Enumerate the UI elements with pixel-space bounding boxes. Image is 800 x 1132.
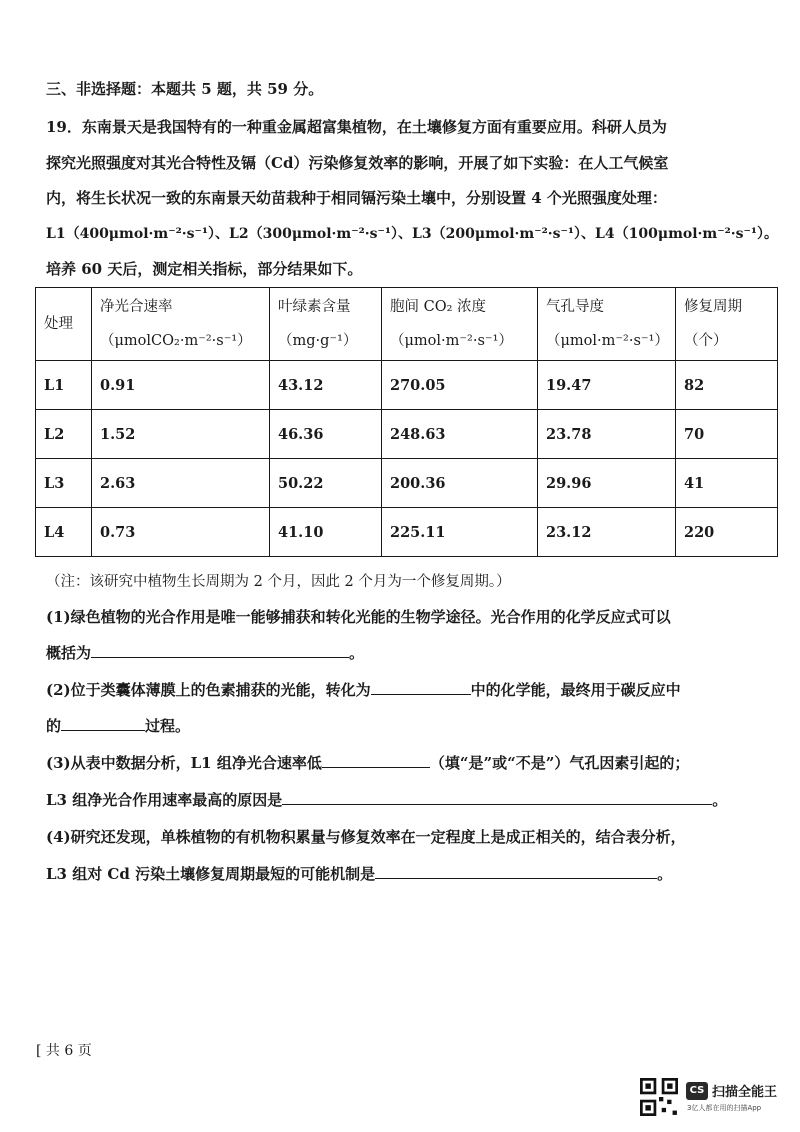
question-intro-line-2: 探究光照强度对其光合特性及镉（Cd）污染修复效率的影响，开展了如下实验：在人工气候室 <box>46 154 669 172</box>
question-intro-line-5: 培养 60 天后，测定相关指标，部分结果如下。 <box>46 260 363 278</box>
table-header-cell: 胞间 CO₂ 浓度 （μmol·m⁻²·s⁻¹） <box>382 288 538 361</box>
sub-question-4-line-1: (4)研究还发现，单株植物的有机物积累量与修复效率在一定程度上是成正相关的，结合表分析， <box>46 828 686 846</box>
sub-question-1-line-2: 概括为 。 <box>46 644 365 662</box>
table-cell: L4 <box>36 508 92 557</box>
table-cell: 220 <box>676 508 778 557</box>
table-cell: 19.47 <box>538 361 676 410</box>
table-cell: L1 <box>36 361 92 410</box>
table-header-cell: 叶绿素含量 （mg·g⁻¹） <box>270 288 382 361</box>
table-cell: 29.96 <box>538 459 676 508</box>
table-row <box>36 410 778 459</box>
table-cell: 43.12 <box>270 361 382 410</box>
table-header-cell: 修复周期 （个） <box>676 288 778 361</box>
table-cell: 200.36 <box>382 459 538 508</box>
brand-name: 扫描全能王 <box>712 1085 778 1100</box>
question-intro-line-4: L1（400μmol·m⁻²·s⁻¹）、L2（300μmol·m⁻²·s⁻¹）、L3（200μmol·m⁻²·s⁻¹）、L4（100μmol·m⁻²·s⁻¹）。 <box>46 226 779 242</box>
answer-blank[interactable] <box>322 753 430 768</box>
sub-question-3-line-1: (3)从表中数据分析，L1 组净光合速率低 （填“是”或“不是”）气孔因素引起的； <box>46 754 690 772</box>
sub-question-3-line-2: L3 组净光合作用速率最高的原因是 。 <box>46 791 728 809</box>
table-header-row <box>36 288 778 361</box>
table-cell: 270.05 <box>382 361 538 410</box>
table-cell: 82 <box>676 361 778 410</box>
table-cell: 0.91 <box>92 361 270 410</box>
table-header-cell: 净光合速率 （μmolCO₂·m⁻²·s⁻¹） <box>92 288 270 361</box>
table-cell: 70 <box>676 410 778 459</box>
table-cell: 41 <box>676 459 778 508</box>
table-cell: 50.22 <box>270 459 382 508</box>
table-row <box>36 508 778 557</box>
table-cell: 41.10 <box>270 508 382 557</box>
table-note: （注：该研究中植物生长周期为 2 个月，因此 2 个月为一个修复周期。） <box>46 574 511 590</box>
sub-question-2-line-1: (2)位于类囊体薄膜上的色素捕获的光能，转化为 中的化学能，最终用于碳反应中 <box>46 681 681 699</box>
brand-slogan: 3亿人都在用的扫描App <box>687 1104 762 1112</box>
question-number: 19． <box>46 118 82 136</box>
section-title: 三、非选择题：本题共 5 题，共 59 分。 <box>46 80 324 98</box>
table-cell: 1.52 <box>92 410 270 459</box>
sub-question-4-line-2: L3 组对 Cd 污染土壤修复周期最短的可能机制是 。 <box>46 865 673 883</box>
table-cell: 225.11 <box>382 508 538 557</box>
question-intro-line-1: 19．东南景天是我国特有的一种重金属超富集植物，在土壤修复方面有重要应用。科研人员为 <box>46 118 667 136</box>
page-footer: [ 共 6 页 <box>36 1043 92 1059</box>
table-cell: 46.36 <box>270 410 382 459</box>
table-row <box>36 361 778 410</box>
table-cell: 248.63 <box>382 410 538 459</box>
answer-blank[interactable] <box>282 790 712 805</box>
table-header-cell: 气孔导度 （μmol·m⁻²·s⁻¹） <box>538 288 676 361</box>
answer-blank[interactable] <box>375 864 657 879</box>
answer-blank[interactable] <box>371 680 471 695</box>
table-cell: 2.63 <box>92 459 270 508</box>
table-cell: L2 <box>36 410 92 459</box>
table-cell: L3 <box>36 459 92 508</box>
table-cell: 23.12 <box>538 508 676 557</box>
scanner-watermark <box>640 1078 790 1118</box>
table-header-cell: 处理 <box>36 288 92 361</box>
table-cell: 0.73 <box>92 508 270 557</box>
table-cell: 23.78 <box>538 410 676 459</box>
results-table <box>35 287 778 557</box>
sub-question-1-line-1: (1)绿色植物的光合作用是唯一能够捕获和转化光能的生物学途径。光合作用的化学反应式可以 <box>46 608 671 626</box>
table-row <box>36 459 778 508</box>
question-intro-line-3: 内，将生长状况一致的东南景天幼苗栽种于相同镉污染土壤中，分别设置 4 个光照强度处理： <box>46 189 667 207</box>
answer-blank[interactable] <box>91 643 349 658</box>
qr-code-icon <box>640 1078 678 1116</box>
sub-question-2-line-2: 的 过程。 <box>46 717 191 735</box>
cs-logo: CS <box>686 1082 708 1100</box>
answer-blank[interactable] <box>61 716 145 731</box>
